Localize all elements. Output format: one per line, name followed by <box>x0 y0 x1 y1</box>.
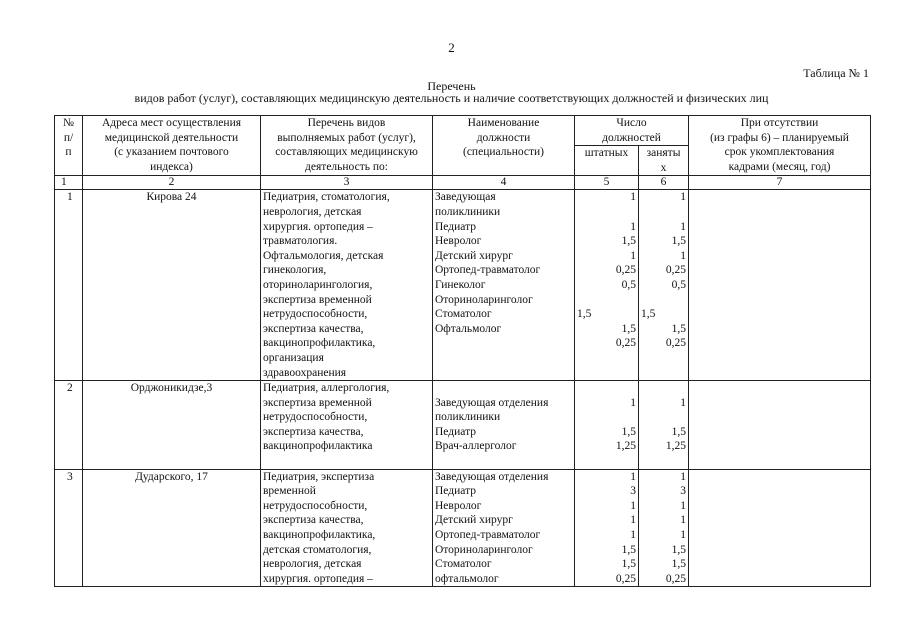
positions-line: Оториноларинголог <box>435 293 533 306</box>
works-line: вакцинопрофилактика, <box>263 529 376 542</box>
works-line: экспертиза качества, <box>263 514 364 527</box>
positions-line: Врач-аллерголог <box>435 440 517 453</box>
works-line: организация <box>263 351 324 364</box>
works-cell <box>261 190 433 381</box>
works-cell <box>261 381 433 470</box>
occupied-line <box>641 381 686 396</box>
positions-line: Ортопед-травматолог <box>435 529 541 542</box>
positions-line <box>435 351 572 366</box>
occupied-line: 3 <box>680 485 686 498</box>
positions-line: Заведующая <box>435 191 496 204</box>
works-line: неврология, детская <box>263 205 362 218</box>
occupied-line: 1,5 <box>671 425 686 438</box>
works-line: вакцинопрофилактика, <box>263 337 376 350</box>
occupied-line <box>641 351 686 366</box>
staff-line: 1,25 <box>615 440 636 453</box>
occupied-line: 1 <box>680 249 686 262</box>
works-line: Педиатрия, стоматология, <box>263 191 390 204</box>
positions-line: Заведующая отделения <box>435 396 549 409</box>
column-number: 1 <box>55 176 83 190</box>
works-line: травматология. <box>263 235 338 248</box>
row-number: 1 <box>55 190 83 381</box>
occupied-line: 1,5 <box>671 543 686 556</box>
occupied-line <box>641 410 686 425</box>
staff-cell <box>575 190 639 381</box>
staff-line <box>577 454 636 469</box>
positions-line: Невролог <box>435 499 482 512</box>
occupied-line: 1,5 <box>671 558 686 571</box>
works-line: неврология, детская <box>263 558 362 571</box>
table-number: Таблица № 1 <box>803 66 869 80</box>
header-col6: заняты х <box>639 146 689 176</box>
positions-cell <box>433 381 575 470</box>
positions-line: Невролог <box>435 235 482 248</box>
works-line: экспертиза временной <box>263 396 372 409</box>
occupied-line: 1 <box>680 220 686 233</box>
occupied-line <box>641 293 686 308</box>
header-row <box>55 116 871 146</box>
occupied-line <box>641 454 686 469</box>
positions-line <box>435 454 572 469</box>
works-line: нетрудоспособности, <box>263 411 368 424</box>
occupied-line: 1,25 <box>665 440 686 453</box>
works-line: Офтальмология, детская <box>263 249 384 262</box>
staff-line: 1 <box>630 396 636 409</box>
works-line: Педиатрия, экспертиза <box>263 470 375 483</box>
staff-line: 0,5 <box>621 278 636 291</box>
table-title-line2: видов работ (услуг), составляющих медицинскую деятельность и наличие соответствующих должностей и физических лиц <box>134 91 769 105</box>
staff-line <box>577 366 636 381</box>
works-line: здравоохранения <box>263 366 347 379</box>
works-line: экспертиза временной <box>263 293 372 306</box>
occupied-cell <box>639 190 689 381</box>
positions-line: Педиатр <box>435 220 476 233</box>
table-row <box>55 190 871 381</box>
positions-cell <box>433 190 575 381</box>
occupied-line: 0,25 <box>665 264 686 277</box>
column-number: 4 <box>433 176 575 190</box>
works-line: хирургия. ортопедия – <box>263 220 373 233</box>
works-line: экспертиза качества, <box>263 425 364 438</box>
staff-cell <box>575 381 639 470</box>
occupied-line <box>641 205 686 220</box>
occupied-line: 1 <box>680 499 686 512</box>
occupied-line: 1,5 <box>641 308 656 321</box>
positions-line: офтальмолог <box>435 572 499 585</box>
header-col4: Наименование должности (специальности) <box>433 116 575 176</box>
table-row <box>55 469 871 587</box>
works-line: Педиатрия, аллергология, <box>263 382 390 395</box>
occupied-line <box>641 366 686 381</box>
staff-line: 1,5 <box>621 543 636 556</box>
address-cell: Орджоникидзе,3 <box>83 381 261 470</box>
occupied-cell <box>639 469 689 587</box>
column-number: 7 <box>689 176 871 190</box>
occupied-line: 0,25 <box>665 337 686 350</box>
positions-line: Стоматолог <box>435 558 492 571</box>
staff-line: 1 <box>630 470 636 483</box>
works-line: вакцинопрофилактика <box>263 440 373 453</box>
works-line: экспертиза качества, <box>263 322 364 335</box>
staff-line: 1 <box>630 191 636 204</box>
works-line: нетрудоспособности, <box>263 499 368 512</box>
staff-line: 1,5 <box>621 425 636 438</box>
column-number: 6 <box>639 176 689 190</box>
column-number: 3 <box>261 176 433 190</box>
column-number: 5 <box>575 176 639 190</box>
staffing-deadline-cell <box>689 381 871 470</box>
positions-line: Гинеколог <box>435 278 486 291</box>
occupied-line: 1 <box>680 470 686 483</box>
positions-line <box>435 336 572 351</box>
positions-line: Оториноларинголог <box>435 543 533 556</box>
column-number-row <box>55 176 871 190</box>
positions-line: Стоматолог <box>435 308 492 321</box>
address-cell: Кирова 24 <box>83 190 261 381</box>
staffing-deadline-cell <box>689 469 871 587</box>
header-col5: штатных <box>575 146 639 176</box>
positions-line <box>435 381 572 396</box>
column-number: 2 <box>83 176 261 190</box>
positions-line: Педиатр <box>435 425 476 438</box>
staff-line: 1,5 <box>577 308 592 321</box>
occupied-line: 1 <box>680 529 686 542</box>
address-cell: Дударского, 17 <box>83 469 261 587</box>
positions-line: Детский хирург <box>435 514 513 527</box>
positions-cell <box>433 469 575 587</box>
occupied-line: 1,5 <box>671 235 686 248</box>
works-cell <box>261 469 433 587</box>
occupied-line: 1 <box>680 514 686 527</box>
staff-line: 1,5 <box>621 558 636 571</box>
positions-line <box>435 366 572 381</box>
works-line: хирургия. ортопедия – <box>263 572 373 585</box>
staff-line: 1 <box>630 499 636 512</box>
works-line: нетрудоспособности, <box>263 308 368 321</box>
occupied-cell <box>639 381 689 470</box>
works-line: детская стоматология, <box>263 543 372 556</box>
works-table <box>54 115 871 587</box>
occupied-line: 1 <box>680 396 686 409</box>
staff-line: 1 <box>630 514 636 527</box>
table-row <box>55 381 871 470</box>
works-line <box>263 454 430 469</box>
staff-line: 1,5 <box>621 322 636 335</box>
staff-line <box>577 205 636 220</box>
staff-cell <box>575 469 639 587</box>
header-col7: При отсутствии (из графы 6) – планируемый срок укомплектования кадрами (месяц, год) <box>689 116 871 176</box>
positions-line: Ортопед-травматолог <box>435 264 541 277</box>
row-number: 3 <box>55 469 83 587</box>
staff-line <box>577 381 636 396</box>
staff-line: 1 <box>630 220 636 233</box>
positions-line: Педиатр <box>435 485 476 498</box>
staffing-deadline-cell <box>689 190 871 381</box>
header-col1: № п/ п <box>55 116 83 176</box>
positions-line: поликлиники <box>435 411 501 424</box>
occupied-line: 0,5 <box>671 278 686 291</box>
staff-line: 1 <box>630 529 636 542</box>
staff-line: 1 <box>630 249 636 262</box>
positions-line: Заведующая отделения <box>435 470 549 483</box>
staff-line: 1,5 <box>621 235 636 248</box>
row-number: 2 <box>55 381 83 470</box>
page-number: 2 <box>448 40 455 55</box>
works-line: оториноларингология, <box>263 278 373 291</box>
staff-line <box>577 293 636 308</box>
header-col56: Число должностей <box>575 116 689 146</box>
staff-line: 3 <box>630 485 636 498</box>
occupied-line: 0,25 <box>665 572 686 585</box>
table-title-line1: Перечень <box>427 79 476 93</box>
header-col2: Адреса мест осуществления медицинской деятельности (с указанием почтового индекса) <box>83 116 261 176</box>
staff-line: 0,25 <box>615 264 636 277</box>
staff-line <box>577 351 636 366</box>
positions-line: поликлиники <box>435 205 501 218</box>
staff-line: 0,25 <box>615 337 636 350</box>
positions-line: Детский хирург <box>435 249 513 262</box>
header-col3: Перечень видов выполняемых работ (услуг), составляющих медицинскую деятельность по: <box>261 116 433 176</box>
works-line: гинекология, <box>263 264 327 277</box>
staff-line: 0,25 <box>615 572 636 585</box>
staff-line <box>577 410 636 425</box>
occupied-line: 1,5 <box>671 322 686 335</box>
works-line: временной <box>263 485 316 498</box>
positions-line: Офтальмолог <box>435 322 502 335</box>
occupied-line: 1 <box>680 191 686 204</box>
